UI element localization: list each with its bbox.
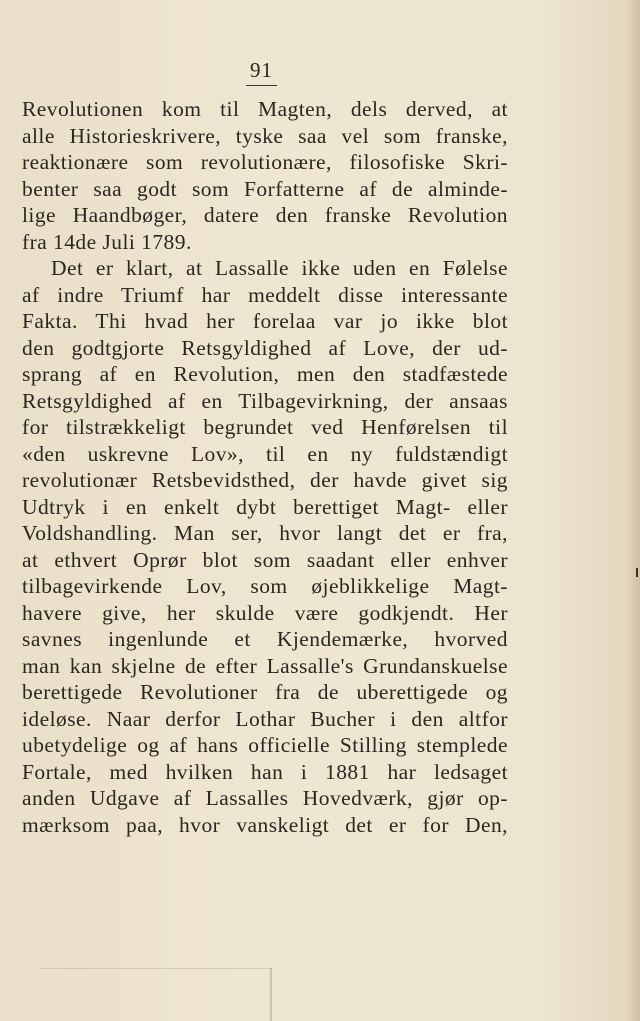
text-line: revolutionær Retsbevidsthed, der havde givet sig bbox=[22, 468, 508, 492]
text-line: ubetydelige og af hans officielle Stilling stemplede bbox=[22, 733, 508, 757]
text-line: man kan skjelne de efter Lassalle's Grundanskuelse bbox=[22, 653, 508, 678]
text-line: tilbagevirkende Lov, som øjeblikkelige Magt- bbox=[22, 574, 508, 598]
paper-fold-mark bbox=[270, 968, 272, 1021]
body-text bbox=[22, 96, 508, 838]
page-edge-shadow bbox=[626, 0, 640, 1021]
text-line: sprang af en Revolution, men den stadfæstede bbox=[22, 362, 508, 386]
text-line: Revolutionen kom til Magten, dels derved, at bbox=[22, 97, 508, 121]
paper-fold-mark bbox=[40, 968, 272, 969]
text-line: havere give, her skulde være godkjendt. Her bbox=[22, 600, 508, 625]
text-line: reaktionære som revolutionære, filosofiske Skri- bbox=[22, 150, 508, 174]
text-line: den godtgjorte Retsgyldighed af Love, der ud- bbox=[22, 335, 508, 360]
text-line: lige Haandbøger, datere den franske Revolution bbox=[22, 203, 508, 227]
text-line: Udtryk i en enkelt dybt berettiget Magt- eller bbox=[22, 494, 508, 519]
text-line: alle Historieskrivere, tyske saa vel som franske, bbox=[22, 123, 508, 148]
text-line: Det er klart, at Lassalle ikke uden en Følelse bbox=[51, 256, 508, 280]
text-line: Voldshandling. Man ser, hvor langt det er fra, bbox=[22, 521, 508, 545]
text-line: mærksom paa, hvor vanskeligt det er for Den, bbox=[22, 812, 508, 837]
text-line: fra 14de Juli 1789. bbox=[22, 229, 192, 254]
text-line: anden Udgave af Lassalles Hovedværk, gjør op- bbox=[22, 786, 508, 810]
text-line: savnes ingenlunde et Kjendemærke, hvorved bbox=[22, 627, 508, 651]
text-line: benter saa godt som Forfatterne af de alminde- bbox=[22, 176, 508, 201]
margin-mark bbox=[636, 568, 638, 577]
text-line: for tilstrækkeligt begrundet ved Henførelsen til bbox=[22, 415, 508, 439]
text-line: ideløse. Naar derfor Lothar Bucher i den altfor bbox=[22, 706, 508, 731]
text-line: Retsgyldighed af en Tilbagevirkning, der ansaas bbox=[22, 388, 508, 413]
text-line: berettigede Revolutioner fra de uberettigede og bbox=[22, 680, 508, 704]
text-line: af indre Triumf har meddelt disse interessante bbox=[22, 282, 508, 307]
text-line: Fortale, med hvilken han i 1881 har ledsaget bbox=[22, 759, 508, 784]
text-line: at ethvert Oprør blot som saadant eller enhver bbox=[22, 547, 508, 572]
text-line: «den uskrevne Lov», til en ny fuldstændigt bbox=[22, 441, 508, 466]
page-number: 91 bbox=[246, 58, 277, 86]
text-line: Fakta. Thi hvad her forelaa var jo ikke blot bbox=[22, 309, 508, 333]
